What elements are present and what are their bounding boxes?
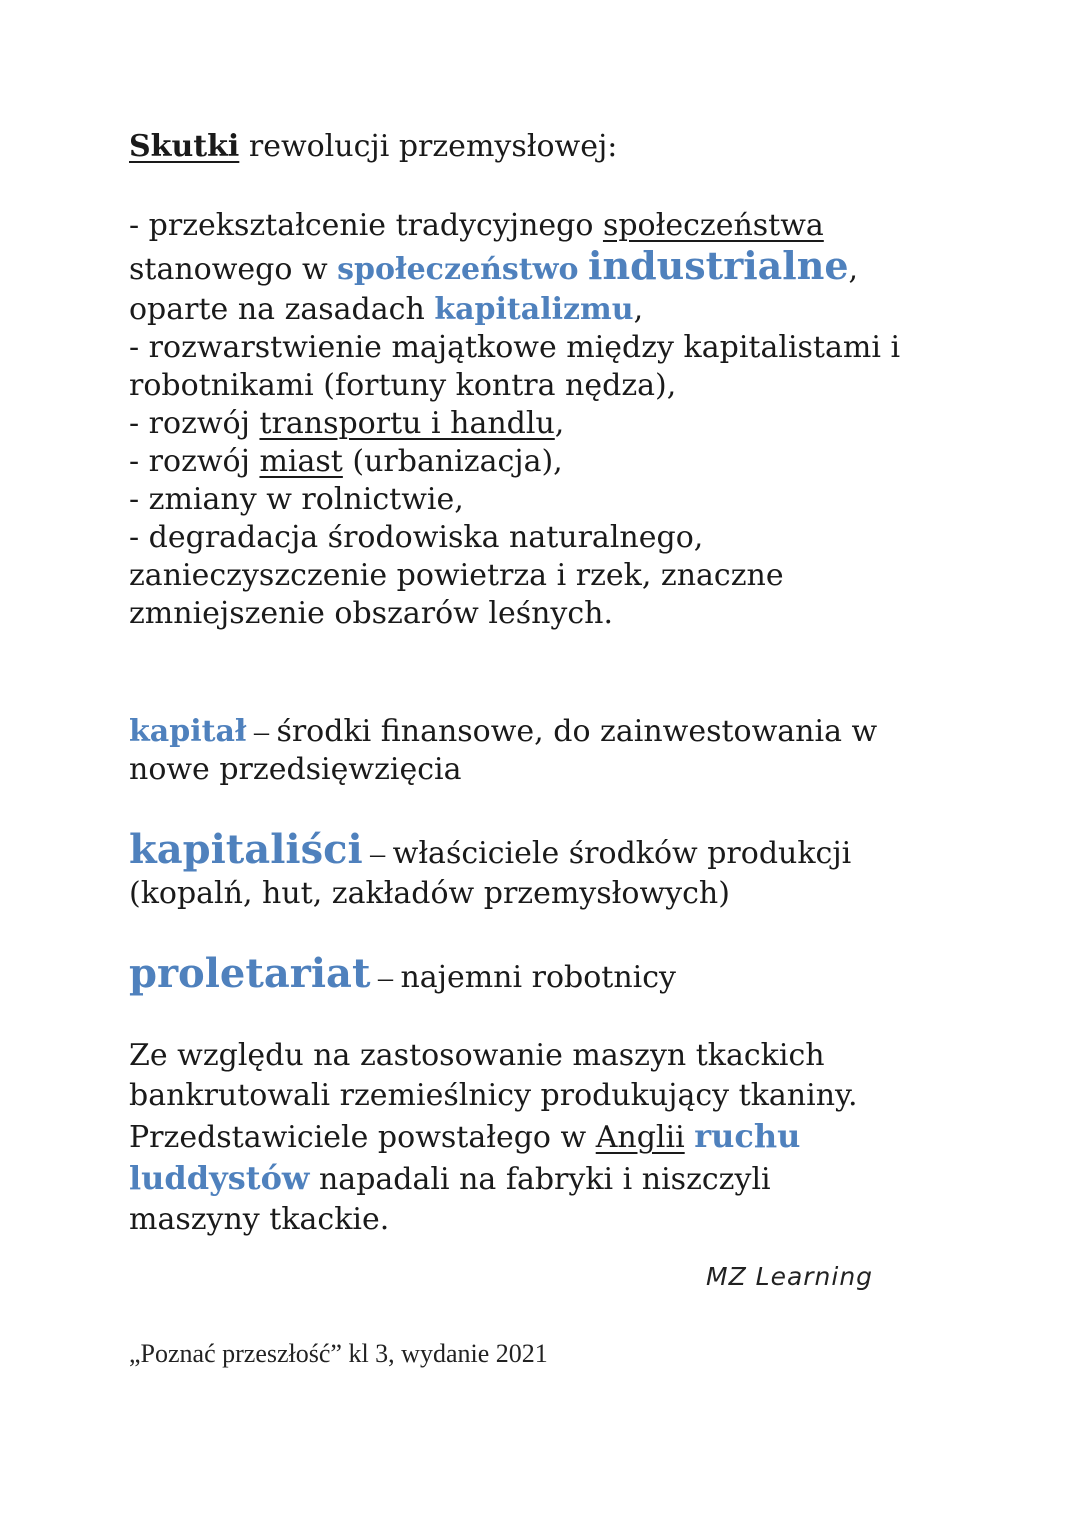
- effects-text: ,: [554, 406, 565, 441]
- paragraph-line: Ze względu na zastosowanie maszyn tkackich: [129, 1038, 825, 1073]
- definition-proletariat: [129, 950, 969, 997]
- definition-kapitalisci: [129, 826, 969, 914]
- effects-text: - rozwój: [129, 444, 260, 479]
- effects-line: [129, 291, 969, 329]
- source-citation: „Poznać przeszłość” kl 3, wydanie 2021: [129, 1339, 548, 1368]
- effects-text: ,: [633, 292, 644, 327]
- highlighted-term: industrialne: [588, 243, 849, 288]
- effects-text: (urbanizacja),: [342, 444, 563, 479]
- paragraph-text: [685, 1120, 695, 1155]
- definition-dash: –: [246, 715, 277, 748]
- effects-text: - rozwój: [129, 406, 260, 441]
- effects-line: zanieczyszczenie powietrza i rzek, znaczne: [129, 558, 784, 593]
- paragraph-line: [129, 1116, 969, 1158]
- effects-text: oparte na zasadach: [129, 292, 435, 327]
- definition-kapital: [129, 713, 969, 789]
- effects-line: robotnikami (fortuny kontra nędza),: [129, 368, 677, 403]
- definition-line: [129, 826, 969, 874]
- definition-text: nowe przedsięwzięcia: [129, 752, 462, 787]
- definition-dash: –: [370, 961, 401, 994]
- effects-line: [129, 207, 969, 245]
- definition-dash: –: [362, 837, 393, 870]
- effects-text: stanowego w: [129, 252, 338, 287]
- definition-text: najemni robotnicy: [400, 960, 676, 995]
- highlighted-term: ruchu: [694, 1117, 801, 1155]
- highlighted-term: kapitalizmu: [434, 292, 634, 327]
- definition-text: (kopalń, hut, zakładów przemysłowych): [129, 876, 730, 911]
- paragraph-line: maszyny tkackie.: [129, 1202, 390, 1237]
- underlined-term: społeczeństwa: [602, 208, 824, 243]
- effects-text: [578, 252, 588, 287]
- definition-term: kapitał: [129, 714, 247, 749]
- effects-line: [129, 405, 969, 443]
- highlighted-term: luddystów: [129, 1159, 310, 1197]
- effects-line: - degradacja środowiska naturalnego,: [129, 520, 704, 555]
- paragraph-line: [129, 1158, 969, 1200]
- paragraph-line: bankrutowali rzemieślnicy produkujący tkaniny.: [129, 1078, 858, 1113]
- effects-text: ,: [848, 252, 859, 287]
- effects-line: - rozwarstwienie majątkowe między kapitalistami i: [129, 330, 901, 365]
- underlined-term: miast: [259, 444, 343, 479]
- highlighted-term: społeczeństwo: [337, 252, 579, 287]
- definition-text: właściciele środków produkcji: [392, 836, 852, 871]
- underlined-term: Anglii: [595, 1120, 685, 1155]
- definition-term: proletariat: [129, 950, 371, 997]
- paragraph-text: Przedstawiciele powstałego w: [129, 1120, 596, 1155]
- underlined-term: transportu i handlu: [259, 406, 555, 441]
- heading-rest: rewolucji przemysłowej:: [239, 129, 618, 164]
- effects-line: [129, 245, 969, 291]
- heading-bold-word: Skutki: [129, 129, 240, 164]
- paragraph-text: napadali na fabryki i niszczyli: [309, 1162, 771, 1197]
- luddites-paragraph: [129, 1036, 969, 1240]
- effects-line: [129, 443, 969, 481]
- effects-list: [129, 207, 969, 633]
- effects-text: - przekształcenie tradycyjnego: [129, 208, 603, 243]
- signature: MZ Learning: [706, 1262, 874, 1291]
- effects-line: zmniejszenie obszarów leśnych.: [129, 596, 614, 631]
- effects-line: - zmiany w rolnictwie,: [129, 482, 464, 517]
- section-heading: [129, 128, 969, 166]
- definition-line: [129, 713, 969, 751]
- definition-term: kapitaliści: [129, 826, 363, 873]
- definition-text: środki finansowe, do zainwestowania w: [276, 714, 878, 749]
